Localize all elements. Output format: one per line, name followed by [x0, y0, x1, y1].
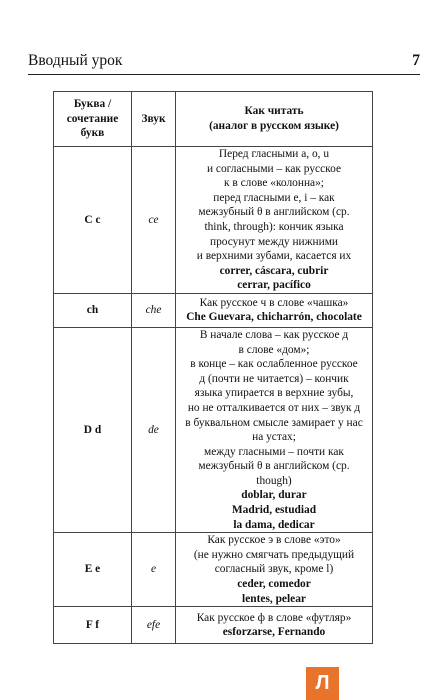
table-row: [54, 147, 373, 294]
row-description: [176, 293, 373, 327]
desc-line: просунут между нижними: [209, 235, 339, 248]
row-sound: de: [132, 327, 176, 532]
row-sound: e: [132, 533, 176, 607]
example-line: lentes, pelear: [242, 592, 306, 605]
desc-line: в конце – как ослабленное русское: [190, 358, 358, 371]
row-sound: efe: [132, 607, 176, 644]
row-description: [176, 327, 373, 532]
row-description: [176, 533, 373, 607]
example-line: Che Guevara, chicharrón, chocolate: [186, 311, 362, 324]
example-line: Madrid, estudiad: [231, 504, 317, 517]
desc-line: Как русское ф в слове «футляр»: [196, 611, 352, 624]
row-description: [176, 147, 373, 294]
table-row: [54, 327, 373, 532]
example-line: correr, cáscara, cubrir: [219, 264, 329, 277]
row-letter: E e: [54, 533, 132, 607]
desc-line: В начале слова – как русское д: [199, 328, 349, 341]
pronunciation-table: [53, 91, 373, 644]
row-sound: che: [132, 293, 176, 327]
header-sound: Звук: [132, 92, 176, 147]
desc-line: Как русское ч в слове «чашка»: [199, 296, 349, 309]
desc-line: перед гласными e, i – как: [213, 191, 335, 204]
running-head: [28, 51, 420, 75]
desc-line: (не нужно смягчать предыдущий: [193, 548, 355, 561]
desc-line: think, through): кончик языка: [204, 220, 344, 233]
example-line: doblar, durar: [241, 489, 307, 502]
desc-line: языка упирается в верхние зубы,: [194, 387, 354, 400]
desc-line: согласный звук, кроме l): [214, 563, 334, 576]
desc-line: д (почти не читается) – кончик: [199, 372, 349, 385]
desc-line: Перед гласными a, o, u: [218, 148, 330, 160]
row-sound: ce: [132, 147, 176, 294]
chapter-title: Вводный урок: [28, 52, 123, 69]
table-header-row: [54, 92, 373, 147]
header-letter: Буква / сочетание букв: [54, 92, 132, 147]
publisher-logo-badge: [306, 667, 339, 700]
header-how-to-read-line-1: Как читать: [244, 105, 304, 118]
desc-line: и согласными – как русское: [206, 162, 342, 175]
row-letter: ch: [54, 293, 132, 327]
desc-line: на устах;: [252, 431, 296, 444]
example-line: cerrar, pacífico: [237, 279, 311, 292]
desc-line: межзубный θ в английском (ср.: [198, 460, 350, 473]
desc-line: и верхними зубами, касается их: [196, 250, 352, 263]
row-letter: D d: [54, 327, 132, 532]
publisher-logo-letter: Л: [315, 672, 330, 694]
desc-line: в слове «дом»;: [238, 343, 310, 356]
desc-line: но не отталкивается от них – звук д: [187, 401, 361, 414]
example-line: esforzarse, Fernando: [222, 626, 326, 639]
header-how-to-read-line-2: (аналог в русском языке): [209, 120, 339, 132]
desc-line: в буквальном смысле замирает у нас: [185, 416, 363, 429]
desc-line: Как русское э в слове «это»: [207, 534, 341, 547]
row-letter: F f: [54, 607, 132, 644]
header-how-to-read: [176, 92, 373, 147]
row-letter: C c: [54, 147, 132, 294]
table-row: [54, 607, 373, 644]
example-line: la dama, dedicar: [233, 518, 315, 531]
desc-line: к в слове «колонна»;: [224, 177, 324, 190]
table-row: [54, 533, 373, 607]
row-description: [176, 607, 373, 644]
desc-line: though): [256, 474, 292, 487]
table-row: [54, 293, 373, 327]
desc-line: между гласными – почти как: [204, 445, 344, 458]
example-line: ceder, comedor: [237, 578, 311, 591]
page-number: 7: [412, 52, 420, 69]
desc-line: межзубный θ в английском (ср.: [198, 206, 350, 219]
